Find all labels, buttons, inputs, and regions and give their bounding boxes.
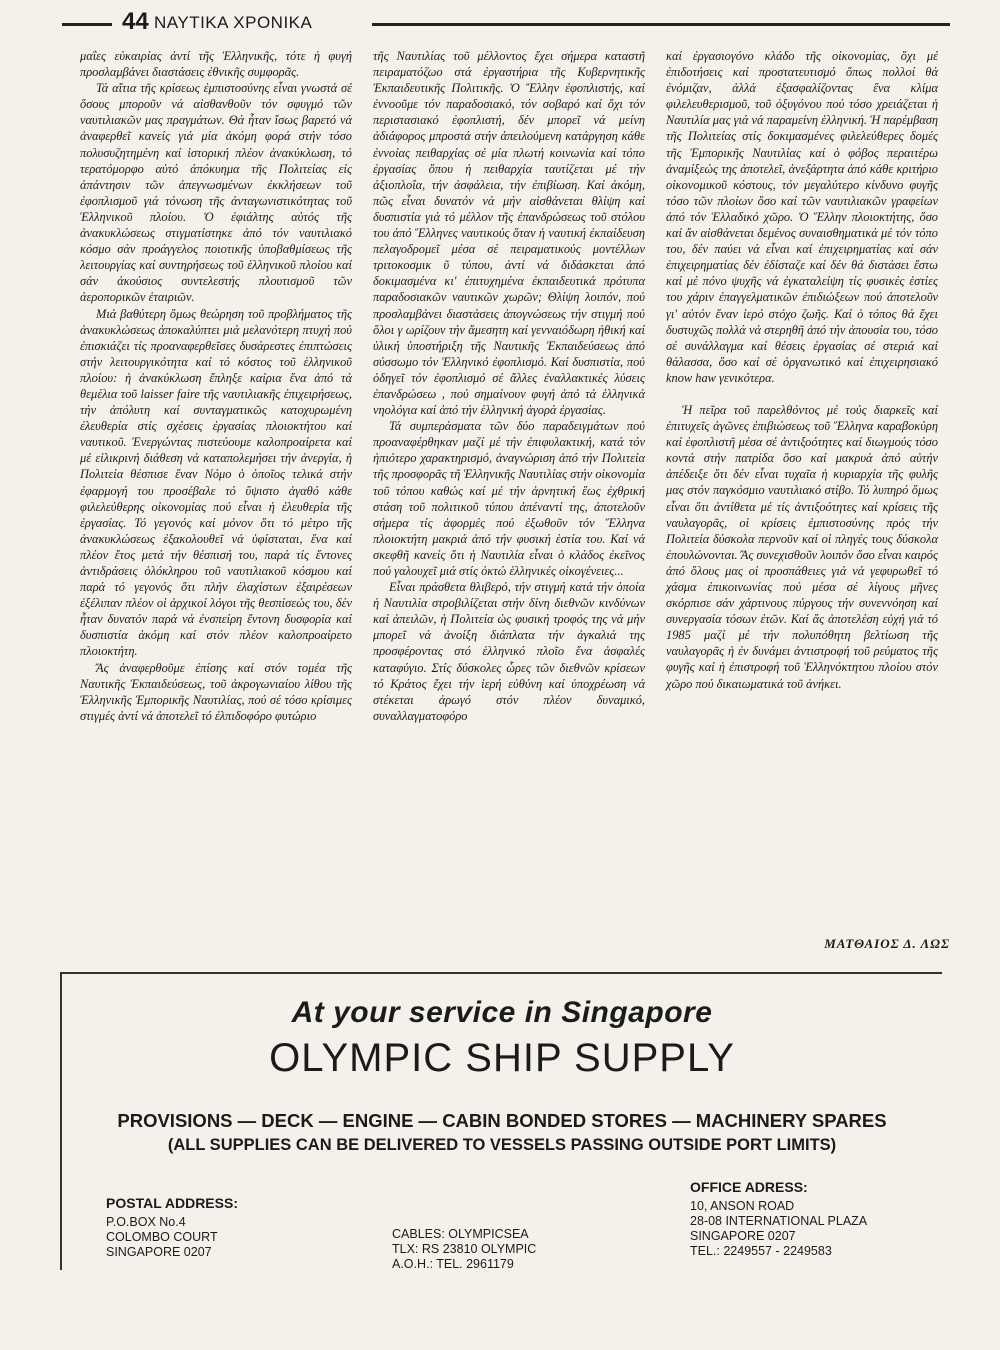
postal-address-line: P.O.BOX No.4 [106, 1215, 186, 1229]
article [80, 48, 950, 953]
header-rule-left [62, 23, 112, 26]
page-number: 44 [122, 8, 149, 35]
page-header [62, 8, 950, 40]
article-column-3 [666, 48, 938, 692]
paragraph: καί ἐργασιογόνο κλάδο τῆς οἰκονομίας, ὄχι μέ ἐπιδοτήσεις καί προστατευτισμό ὅπως πολλοί θά ἐνόμιζαν, ἀλλά ἐξασφαλίζοντας ἕνα κλίμα φιλελευθερισμοῦ, τοῦ ὀξυγόνου πού τόσο χρειάζεται ἡ Ναυτιλία μας γιά νά παραμείνη ἑλληνική. Ἡ παρέμβαση τῆς Πολιτείας στίς δοκιμασμένες φιλελεύθερες δομές τῆς Ἐμπορικῆς Ναυτιλίας καί ὁ φόβος περαιτέρω ἀναμίξεώς της ἀποτελεῖ, ἀνεξάρτητα ἀπό κάθε κριτήριο οἰκονομικοῦ κόστους, τόν μεγαλύτερο κίνδυνο φυγῆς τόσο τῶν πλοίων ὅσο καί τῶν ναυτιλιακῶν γραφείων ἀπό τόν Ἑλλαδικό χῶρο. Ὁ Ἕλλην πλοιοκτήτης, ὅσο καί ἄν αἰσθάνεται δεμένος συναισθηματικά μέ τόν τόπο του, δέν παύει νά εἶναι καί ἐπιχειρηματίας καί σάν ἐπιχειρηματίας δέν ἐδίσταζε καί δέν θά διστάσει ἔστω καί μέ πόνο ψυχῆς νά ἐγκαταλείψη τίς φυσικές ἑστίες του χάριν ἐπαγγελματικῶν ἐπιδιώξεων πού ἀποτελοῦν γι' αὐτόν ἕναν ἱερό στόχο ζωῆς. Καί ὁ τόπος θά ἔχει δυστυχῶς πολλά νά στερηθῆ ἀπό τήν ἀπουσία του, τόσο σέ συνάλλαγμα καί θέσεις ἐργασίας σέ στεριά καί θάλασσα, ὅσο καί σέ ὀργανωτικό καί ἐπιχειρησιακό know haw γενικότερα. [666, 49, 939, 385]
author-signature: ΜΑΤΘΑΙΟΣ Δ. ΛΩΣ [824, 936, 950, 951]
office-address-line: SINGAPORE 0207 [690, 1229, 796, 1243]
header-rule-right [372, 23, 950, 26]
office-address-line: 28-08 INTERNATIONAL PLAZA [690, 1214, 868, 1228]
ad-tagline: At your service in Singapore [291, 996, 713, 1029]
paragraph: Μιά βαθύτερη ὅμως θεώρηση τοῦ προβλήματος τῆς ἀνακυκλώσεως ἀποκαλύπτει μιά μελανότερη πτυχή πού ἐπισκιάζει τίς προαναφερθεῖσες δυσάρεστες ἐπιπτώσεις στήν λειτουργικότητα καί τό κόστος τοῦ ἑλληνικοῦ πλοίου: ἡ ἀνακύκλωση ἔπληξε καίρια ἕνα ἀπό τά θεμέλια τοῦ laisser faire τῆς ναυτιλιακῆς ἐπιχειρήσεως, τήν ἀπόλυτη καί συνταγματικῶς κατοχυρωμένη ἐλευθερία στίς σχέσεις ἐργασίας πλοιοκτήτου καί ναυτικοῦ. Ἐνεργώντας πιστεύουμε καλοπροαίρετα καί μέ εἰλικρινή διάθεση νά καταπολεμήσει τήν ἀνεργία, ἡ Πολιτεία θέσπισε ἕναν Νόμο ὁ ὁποῖος τελικά στήν ἐφαρμογή του προσέβαλε τό ὕψιστο ἀγαθό κάθε φιλελεύθερης οἰκονομίας πού εἶναι ἡ ἐλευθερία τῆς ἐργασίας. Τό γεγονός καί μόνον ὅτι τό μέτρο τῆς ἀνακυκλώσεως ἐξακολουθεῖ νά ὑφίσταται, ἕνα καί πλέον ἔτος μετά τήν θέσπισή του, παρά τίς ἔντονες ἀντιδράσεις ὁλόκληρου τοῦ ναυτιλιακοῦ κόσμου καί παρά τό γεγονός ὅτι πλήν ἐλαχίστων ἐξαιρέσεων ἐξέλιπαν πλέον οἱ ἀρχικοί λόγοι τῆς θεσπίσεώς του, δέν ἦταν δυνατόν παρά νά ἐνσπείρη ἔντονη δυσφορία καί δυσπιστία ἀκόμη καί στόν πλέον καλοπροαίρετο πλοιοκτήτη. [80, 306, 352, 659]
paragraph: Εἶναι πράσθετα θλιβερό, τήν στιγμή κατά τήν ὁποία ἡ Ναυτιλία στροβιλίζεται στήν δίνη διεθνῶν κινδύνων καί ἀπειλῶν, ἡ Πολιτεία ὡς φυσική τροφός της νά μήν μπορεῖ νά ἀνοίξη διάπλατα τήν ἀγκαλιά της προσφέροντας στό ἑλληνικό πλοῖο ἕνα ἀσφαλές καταφύγιο. Στίς δύσκολες ὧρες τῶν διεθνῶν κρίσεων τό Κράτος ἔχει τήν ἱερή εὐθύνη καί ὑποχρέωση νά στέκεται ἀρωγό στόν πλέον δυναμικό, συναλλαγματοφόρο [373, 580, 645, 723]
ad-company-name: OLYMPIC SHIP SUPPLY [269, 1036, 735, 1080]
ad-services: PROVISIONS — DECK — ENGINE — CABIN BONDED STORES — MACHINERY SPARES [117, 1110, 887, 1131]
postal-address-title: POSTAL ADDRESS: [106, 1195, 238, 1211]
paragraph: μαΐες εὐκαιρίας ἀντί τῆς Ἑλληνικῆς, τότε ἡ φυγή προσλαμβάνει διαστάσεις ἐθνικῆς συμφορᾶς. [80, 49, 352, 80]
telex-line: TLX: RS 23810 OLYMPIC [392, 1242, 537, 1256]
paragraph: Τά συμπεράσματα τῶν δύο παραδειγμάτων πού προαναφέρθηκαν μαζί μέ τήν ἐπιφυλακτική, κατά τόν ἠπιότερο χαρακτηρισμό, ἀναγνώριση ἀπό τήν Πολιτεία τῆς προσφορᾶς τῆ Ἑλληνικῆς Ναυτιλίας στήν οἰκονομία τοῦ τόπου καθώς καί μέ τήν ἀρνητική ἕως ἐχθρική στάση τοῦ πολιτικοῦ τύπου ἀπέναντί της, ἀποτελοῦν σήμερα τίς ἀφορμές πού ἐξωθοῦν τόν Ἕλληνα πλοιοκτήτη μακριά ἀπό τήν φυσική ἑστία του. Καί νά σκεφθῆ κανείς ὅτι ἡ Ναυτιλία εἶναι ὁ κλάδος ἐκεῖνος πού γαλουχεῖ μιά στίς ὀκτώ ἑλληνικές οἰκογένειες... [373, 419, 645, 578]
postal-address-line: COLOMBO COURT [106, 1230, 218, 1244]
ad-delivery-note: (ALL SUPPLIES CAN BE DELIVERED TO VESSELS PASSING OUTSIDE PORT LIMITS) [167, 1136, 837, 1154]
postal-address-line: SINGAPORE 0207 [106, 1245, 212, 1259]
after-hours-line: A.O.H.: TEL. 2961179 [392, 1257, 514, 1271]
article-column-1 [80, 48, 352, 724]
paragraph: τῆς Ναυτιλίας τοῦ μέλλοντος ἔχει σήμερα καταστῆ πειραματόζωο στά ἐργαστήρια τῆς Κυβερνητικῆς Ἐκπαιδευτικῆς Πολιτικῆς. Ὁ Ἕλλην ἐφοπλιστής, καί ἐννοοῦμε τόν παραδοσιακό, τόν σοβαρό καί ὄχι τόν περιστασιακό ἐφοπλιστή, δέν μπορεῖ νά μείνη ἀδιάφορος μπροστά στήν ἀπειλούμενη κατάργηση κάθε ἐννοίας πειθαρχίας σέ μία πλωτή κοινωνία καί τόπο ἐργασίας ὅπου ἡ πειθαρχία ταυτίζεται μέ τήν ἀξιοπλοΐα, τήν ἀσφάλεια, τήν ἐπιβίωση. Καί ἀκόμη, πῶς εἶναι δυνατόν νά μήν αἰσθάνεται θλίψη καί δυσπιστία γιά τό μέλλον τῆς ἐπανδρώσεως τοῦ στόλου του ἀπό Ἕλληνες ναυτικούς ὅταν ἡ ναυτική ἐκπαίδευση πελαγοδρομεῖ μέσα σέ πειραματικούς μοντέλλων τριτοκοσμικ ῦ τύπου, ἀντί νά διδάσκεται ἀπό δοκιμασμένα κι' ἐπιτυχημένα ἐκπαιδευτικά πρότυπα παραδοσιακῶν ναυτικῶν χωρῶν; Θλίψη λοιπόν, πού προσλαμβάνει διαστάσεις ἀπογνώσεως τήν στιγμή πού ὅλοι γ ωρίζουν τήν ἄμεσητη καί γενναιόδωρη ἠθική καί ὑλική ὑποστήριξη τῆς Ναυτικῆς Ἐκπαιδεύσεως ἀπό σύσσωμο τόν Ἑλληνικό ἐφοπλισμό. Καί δυσπιστία, πού ὁδηγεῖ τόν ἐφοπλισμό σέ ἄλλες ἐναλλακτικές λύσεις ἐπανδρώσεω , πού σημαίνουν φυγή ἀπό τά ἑλληνικά νηολόγια καί ἀπό τήν ἑλληνική ἀγορά ἐργασίας. [373, 49, 645, 418]
paragraph: Ἄς ἀναφερθοῦμε ἐπίσης καί στόν τομέα τῆς Ναυτικῆς Ἐκπαιδεύσεως, τοῦ ἀκρογωνιαίου λίθου τῆς Ἑλληνικῆς Ἐμπορικῆς Ναυτιλίας, πού σέ τόσο κρίσιμες στιγμές ἀντί νά ἀποτελεῖ τό ἐλπιδοφόρο φυτώριο [80, 660, 352, 723]
office-address [690, 1180, 867, 1259]
advertisement [60, 972, 942, 1270]
paragraph: Τά αἴτια τῆς κρίσεως ἐμπιστοσύνης εἶναι γνωστά σέ ὅσους μποροῦν νά αἰσθανθοῦν τόν σφυγμό τῶν ναυτιλιακῶν μας πραγμάτων. Θά ἦταν ἴσως βαρετό νά ἀναφερθεῖ κανείς γιά μία ἀκόμη φορά στήν τόσο πολυσυζητημένη καί ἱστορική πλέον ἀνακύκλωση, τό τερατόμορφο αὐτό ἀπόκυημα τῆς Πολιτείας εἰς ἀπάντησιν τῶν ἀπεγνωσμένων ἐκκλήσεων τοῦ ἐφοπλισμοῦ γιά τόνωση τῆς ἀνταγωνιστικότητας τοῦ Ἑλληνικοῦ πλοίου. Ὁ ἐφιάλτης αὐτός τῆς ἀνακυκλώσεως στιγματίστηκε ἀπό τόν ναυτιλιακό κόσμο σάν προάγγελος ποιοτικῆς ὑποβαθμίσεως τῆς λειτουργίας καί συντηρήσεως τοῦ ἑλληνικοῦ πλοίου καί σάν ἀκούσιος συντελεστής πλουτισμοῦ τῶν ἀεροπορικῶν ἑταιριῶν. [80, 81, 352, 305]
cables-line: CABLES: OLYMPICSEA [392, 1227, 529, 1241]
office-address-line: 10, ANSON ROAD [690, 1199, 795, 1213]
magazine-title: ΝΑΥΤΙΚΑ ΧΡΟΝΙΚΑ [154, 13, 313, 32]
paragraph: Ἡ πεῖρα τοῦ παρελθόντος μέ τούς διαρκεῖς καί ἐπιτυχεῖς ἀγῶνες ἐπιβιώσεως τοῦ Ἕλληνα καραβοκύρη καί ἐφοπλιστῆ μέσα σέ ἀντιξοότητες καί διωγμούς τόσο κοντά στήν πατρίδα ὅσο καί μακρυά ἀπό αὐτήν ἀπέδειξε ὅτι δέν εἶναι τυχαῖα ἡ κυριαρχία τῆς φυλῆς μας στόν παγκόσμιο ναυτιλιακό στίβο. Τό λυπηρό ὅμως εἶναι ὅτι ἀντίθετα μέ τίς ἀντιξοότητες καί κρίσεις τῆς ναυλαγορᾶς, οἱ κρίσεις ἐμπιστοσύνης πρός τήν Πολιτεία δύσκολα περνοῦν καί οἱ πληγές τους δύσκολα ἐπουλώνονται. Ἄς συνεχισθοῦν λοιπόν ὅσο εἶναι καιρός ἀπό ὅλους μας οἱ προσπάθειες γιά νά γεφυρωθεῖ τό χάσμα ἐπικοινωνίας πού μέσα σέ λίγους μῆνες σκόρπισε σάν χάρτινους πύργους τήν συνεννόηση καί συνεργασία τόσων ἐτῶν. Καί ἄς ἀποτελέση εὐχή γιά τό 1985 μαζί μέ τήν πολυπόθητη βελτίωση τῆς ναυλαγορᾶς ἡ ἐν δυνάμει ἀντιστροφή τοῦ ρεύματος τῆς φυγῆς καί ἡ ἐπιστροφή τοῦ Ἑλληνόκτητου πλοίου στόν χῶρο πού δικαιωματικά τοῦ ἀνήκει. [666, 402, 938, 691]
postal-address [106, 1196, 238, 1260]
article-column-2 [373, 48, 645, 724]
office-address-title: OFFICE ADRESS: [690, 1179, 808, 1195]
cables-contact [392, 1227, 536, 1272]
office-telephone: TEL.: 2249557 - 2249583 [690, 1244, 832, 1258]
